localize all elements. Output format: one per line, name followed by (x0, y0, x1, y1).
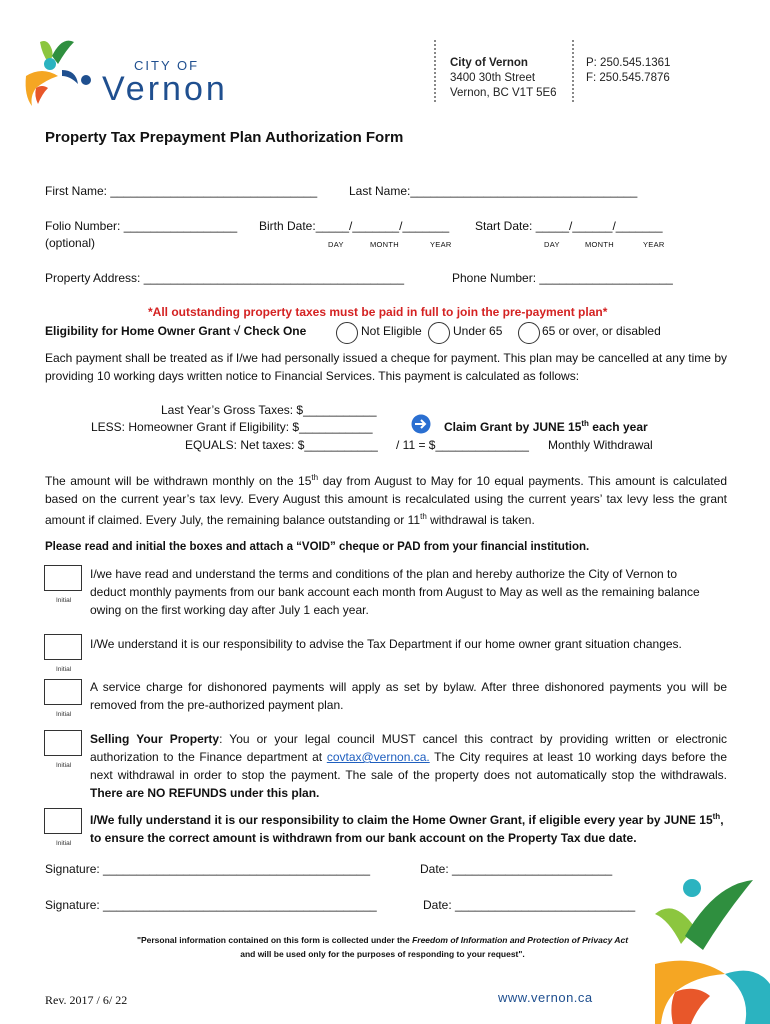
initial-label-4: Initial (56, 762, 72, 769)
start-month-label: MONTH (585, 240, 614, 249)
item5-sup: th (712, 812, 721, 821)
folio-field[interactable]: Folio Number: _________________ (45, 219, 238, 233)
amount-part1: The amount will be withdrawn monthly on the 15 (45, 474, 312, 488)
no-refunds-note: There are NO REFUNDS under this plan. (90, 786, 320, 800)
logo-decoration-icon (655, 874, 770, 1024)
item5-text-b: , to ensure the correct amount is withdrawn from our bank account on the Property Tax due date. (90, 813, 724, 845)
privacy-act-name: Freedom of Information and Protection of Privacy Act (412, 935, 629, 945)
privacy-text-b: and will be used only for the purposes of responding to your request". (240, 949, 525, 959)
initial-label-2: Initial (56, 666, 72, 673)
initial-label-1: Initial (56, 597, 72, 604)
logo-city-of: CITY OF (134, 58, 200, 73)
initial-box-1[interactable] (44, 565, 82, 591)
initial-box-3[interactable] (44, 679, 82, 705)
birth-year-label: YEAR (430, 240, 452, 249)
amount-sup1: th (311, 473, 319, 482)
date-field-1[interactable]: Date: ________________________ (420, 862, 613, 876)
option-under-65-label: Under 65 (453, 324, 503, 338)
initial-label-5: Initial (56, 840, 72, 847)
privacy-note (110, 933, 655, 961)
header-divider-left (434, 40, 436, 102)
initial-box-4[interactable] (44, 730, 82, 756)
outstanding-notice: *All outstanding property taxes must be paid in full to join the pre-payment plan* (148, 305, 608, 319)
city-logo (22, 36, 267, 111)
claim-grant-end: each year (588, 420, 648, 434)
covtax-email-link[interactable]: covtax@vernon.ca. (326, 750, 430, 764)
amount-part2: day from August to May for 10 equal payments. This amount is calculated based on the current year’s tax levy. Every August this amount is recalculated using the current years’ tax levy less the grant amount if claimed. Every July, the remaining balance outstanding or 11 (45, 474, 727, 527)
item4-text-b: The City requires at least 10 working days before the next withdrawal in order to stop the payment. The sale of the property does not automatically stop the withdrawals. (90, 750, 727, 782)
logo-vernon: Vernon (102, 70, 228, 108)
property-address-field[interactable]: Property Address: _______________________________________ (45, 271, 404, 285)
agreement-item-4 (90, 730, 727, 802)
option-not-eligible-label: Not Eligible (361, 324, 422, 338)
revision-date: Rev. 2017 / 6/ 22 (45, 993, 128, 1007)
agreement-item-2: I/We understand it is our responsibility to advise the Tax Department if our home owner grant situation changes. (90, 637, 682, 651)
claim-grant-note (444, 419, 648, 434)
start-year-label: YEAR (643, 240, 665, 249)
arrow-right-icon (411, 414, 431, 434)
phone: P: 250.545.1361 (586, 57, 671, 69)
street: 3400 30th Street (450, 72, 536, 84)
amount-part3: withdrawal is taken. (426, 513, 535, 527)
claim-grant-sup: th (581, 419, 589, 428)
city-logo-mark-icon (22, 36, 102, 111)
privacy-text-a: "Personal information contained on this form is collected under the (136, 935, 413, 945)
option-65-or-over-label: 65 or over, or disabled (542, 324, 661, 338)
eligibility-label: Eligibility for Home Owner Grant √ Check One (45, 324, 307, 338)
agreement-item-3: A service charge for dishonored payments will apply as set by bylaw. After three dishonored payments you will be removed from the pre-authorized payment plan. (90, 680, 727, 712)
selling-property-heading: Selling Your Property (90, 732, 220, 746)
header-divider-right (572, 40, 574, 102)
monthly-withdrawal-label: Monthly Withdrawal (548, 438, 653, 452)
amount-sup2: th (420, 512, 427, 521)
start-date-field[interactable]: Start Date: _____/______/_______ (475, 219, 663, 233)
agreement-item-1: I/we have read and understand the terms and conditions of the plan and hereby authorize the City of Vernon to deduct monthly payments from our bank account each month from August to May as well as the remaining balance owing on the first working day after July 1 each year. (90, 567, 700, 617)
calc-net-taxes[interactable]: EQUALS: Net taxes: $___________ (185, 438, 378, 452)
city-line: Vernon, BC V1T 5E6 (450, 87, 557, 99)
address-block (450, 56, 557, 101)
birth-month-label: MONTH (370, 240, 399, 249)
last-name-field[interactable]: Last Name:__________________________________ (349, 184, 638, 198)
please-read-note: Please read and initial the boxes and attach a “VOID” cheque or PAD from your financial institution. (45, 541, 590, 553)
fax: F: 250.545.7876 (586, 72, 670, 84)
birth-day-label: DAY (328, 240, 344, 249)
phone-number-field[interactable]: Phone Number: ____________________ (452, 271, 673, 285)
payment-text: Each payment shall be treated as if I/we had personally issued a cheque for payment. This plan may be cancelled at any time by providing 10 working days written notice to Financial Services. This payment is calculated as follows: (45, 351, 727, 383)
item4-text-a: : You or your legal council MUST cancel this contract by providing written or electronic authorization to the Finance department at (90, 732, 727, 764)
calc-less-grant[interactable]: LESS: Homeowner Grant if Eligibility: $___________ (91, 420, 373, 434)
contact-block (586, 56, 670, 86)
page-title: Property Tax Prepayment Plan Authorization Form (45, 129, 404, 146)
first-name-field[interactable]: First Name: _______________________________ (45, 184, 318, 198)
radio-65-or-over[interactable] (518, 322, 540, 344)
amount-paragraph (45, 469, 727, 529)
initial-label-3: Initial (56, 711, 72, 718)
claim-grant-text: Claim Grant by JUNE 15 (444, 420, 582, 434)
website-link[interactable]: www.vernon.ca (498, 990, 593, 1005)
start-day-label: DAY (544, 240, 560, 249)
agreement-item-5 (90, 808, 730, 847)
radio-under-65[interactable] (428, 322, 450, 344)
signature-field-1[interactable]: Signature: ________________________________________ (45, 862, 370, 876)
initial-box-2[interactable] (44, 634, 82, 660)
initial-box-5[interactable] (44, 808, 82, 834)
org-name: City of Vernon (450, 57, 528, 69)
date-field-2[interactable]: Date: ___________________________ (423, 898, 636, 912)
birth-date-field[interactable]: Birth Date:_____/_______/_______ (259, 219, 450, 233)
item5-text-a: I/We fully understand it is our responsibility to claim the Home Owner Grant, if eligible every year by JUNE 15 (90, 813, 713, 827)
calc-divide-total[interactable]: / 11 = $______________ (396, 438, 529, 452)
signature-field-2[interactable]: Signature: _________________________________________ (45, 898, 377, 912)
calc-gross-taxes[interactable]: Last Year’s Gross Taxes: $___________ (161, 403, 377, 417)
optional-label: (optional) (45, 236, 96, 250)
radio-not-eligible[interactable] (336, 322, 358, 344)
